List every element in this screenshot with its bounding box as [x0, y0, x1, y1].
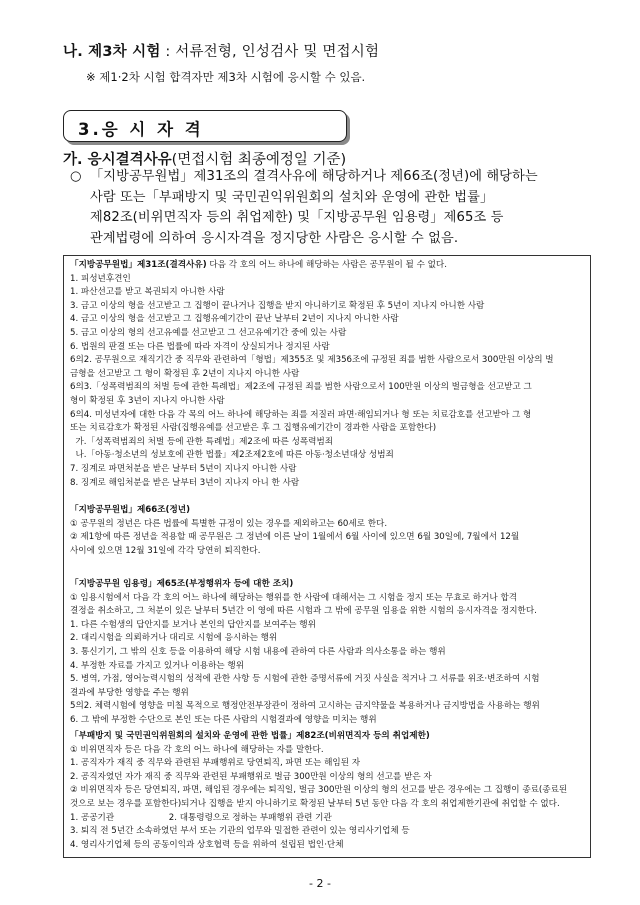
law-line: 3. 통신기기, 그 밖의 신호 등을 이용하여 해당 시험 내용에 관하여 다른 사람과 의사소통을 하는 행위: [70, 646, 446, 657]
law31-block: [70, 259, 584, 490]
law82-title: 「부패방지 및 국민권익위원회의 설치와 운영에 관한 법률」제82조(비위면직자 등의 취업제한): [70, 731, 430, 741]
section-ga-paragraph: [70, 167, 590, 249]
law-line: 6의2. 공무원으로 재직기간 중 직무와 관련하여「형법」제355조 및 제356조에 규정된 죄를 범한 사람으로서 300만원 이상의 벌: [70, 355, 554, 366]
law-line: ② 제1항에 따른 정년을 적용할 때 공무원은 그 정년에 이른 날이 1월에서 6월 사이에 있으면 6월 30일에, 7월에서 12월: [70, 532, 520, 543]
law-line: 사이에 있으면 12월 31일에 각각 당연히 퇴직한다.: [70, 545, 261, 556]
law-line: 또는 치료감호가 확정된 사람(집행유예를 선고받은 후 그 집행유예기간이 경과한 사람을 포함한다): [70, 423, 437, 434]
law-line: 1. 파산선고를 받고 복권되지 아니한 사람: [70, 287, 225, 298]
law-line: 3. 퇴직 전 5년간 소속하였던 부서 또는 기관의 업무와 밀접한 관련이 있는 영리사기업체 등: [70, 826, 410, 837]
section-na-text: : 서류전형, 인성검사 및 면접시험: [160, 44, 380, 60]
paragraph-line: 사람 또는「부패방지 및 국민권익위원회의 설치와 운영에 관한 법률」: [90, 189, 494, 205]
law-line: 4. 영리사기업체 등의 공동이익과 상호협력 등을 위하여 설립된 법인·단체: [70, 839, 344, 850]
law31-title: 「지방공무원법」제31조(결격사유): [70, 260, 207, 270]
law-line: 형이 확정된 후 3년이 지나지 아니한 사람: [70, 395, 225, 406]
law-line: 가.「성폭력범죄의 처벌 등에 관한 특례법」제2조에 따른 성폭력범죄: [70, 436, 334, 447]
page-number: - 2 -: [309, 877, 331, 890]
paragraph-line: 「지방공무원법」제31조의 결격사유에 해당하거나 제66조(정년)에 해당하는: [90, 169, 538, 184]
law-line: 5. 병역, 가점, 영어능력시험의 성적에 관한 사항 등 시험에 관한 증명서류에 거짓 사실을 적거나 그 서류를 위조·변조하여 시험: [70, 674, 540, 685]
law66-block: [70, 504, 584, 558]
section-ga-label: 가. 응시결격사유: [63, 152, 172, 168]
law-line: 4. 부정한 자료를 가지고 있거나 이용하는 행위: [70, 660, 245, 671]
law-line: 6의4. 미성년자에 대한 다음 각 목의 어느 하나에 해당하는 죄를 저질러 파면·해임되거나 형 또는 치료감호를 선고받아 그 형: [70, 409, 532, 420]
law31-title-rest: 다음 각 호의 어느 하나에 해당하는 사람은 공무원이 될 수 없다.: [206, 260, 447, 270]
law-line: 1. 다른 수험생의 답안지를 보거나 본인의 답안지를 보여주는 행위: [70, 619, 316, 630]
section3-title: 3.응 시 자 격: [78, 120, 204, 139]
law-line: 5. 금고 이상의 형의 선고유예를 선고받고 그 선고유예기간 중에 있는 사람: [70, 327, 347, 338]
law-line: ② 비위면직자 등은 당연퇴직, 파면, 해임된 경우에는 퇴직일, 벌금 300만원 이상의 형의 선고를 받은 경우에는 그 집행이 종료(종료된: [70, 785, 568, 796]
law-line: 1. 공직자가 재직 중 직무와 관련된 부패행위로 당연퇴직, 파면 또는 해임된 자: [70, 758, 361, 769]
law-line: 6. 법원의 판결 또는 다른 법률에 따라 자격이 상실되거나 정지된 사람: [70, 341, 330, 352]
section-ga-text: (면접시험 최종예정일 기준): [171, 152, 347, 168]
law-line: ① 공무원의 정년은 다른 법률에 특별한 규정이 있는 경우를 제외하고는 60세로 한다.: [70, 518, 388, 529]
law-line: 7. 징계로 파면처분을 받은 날부터 5년이 지나지 아니한 사람: [70, 463, 297, 474]
law-line: 것으로 보는 경우를 포함한다)되거나 집행을 받지 아니하기로 확정된 날부터 5년 동안 다음 각 호의 취업제한기관에 취업할 수 없다.: [70, 798, 560, 809]
law66-title: 「지방공무원법」제66조(정년): [70, 505, 191, 515]
law-line: ① 임용시험에서 다음 각 호의 어느 하나에 해당하는 행위를 한 사람에 대해서는 그 시험을 정지 또는 무효로 하거나 합격: [70, 592, 518, 603]
law-line: 8. 징계로 해임처분을 받은 날부터 3년이 지나지 아니 한 사람: [70, 477, 300, 488]
law-line: 5의2. 체력시험에 영향을 미칠 목적으로 행정안전부장관이 정하여 고시하는 금지약물을 복용하거나 금지방법을 사용하는 행위: [70, 701, 540, 712]
section-na-note: ※ 제1·2차 시험 합격자만 제3차 시험에 응시할 수 있음.: [86, 70, 366, 84]
law65-block: [70, 578, 584, 728]
law-line: 1. 피성년후견인: [70, 273, 131, 284]
law31-title-line: [70, 259, 584, 273]
law-line: 2. 대리시험을 의뢰하거나 대리로 시험에 응시하는 행위: [70, 633, 278, 644]
law-line: 2. 공직자였던 자가 재직 중 직무와 관련된 부패행위로 벌금 300만원 이상의 형의 선고를 받은 자: [70, 771, 432, 782]
law-line: ① 비위면직자 등은 다음 각 호의 어느 하나에 해당하는 자를 말한다.: [70, 744, 324, 755]
law-line: 3. 금고 이상의 형을 선고받고 그 집행이 끝나거나 집행을 받지 아니하기로 확정된 후 5년이 지나지 아니한 사람: [70, 300, 485, 311]
law-line: 금형을 선고받고 그 형이 확정된 후 2년이 지나지 아니한 사람: [70, 368, 300, 379]
law-line: 4. 금고 이상의 형을 선고받고 그 집행유예기간이 끝난 날부터 2년이 지나지 아니한 사람: [70, 314, 399, 325]
law-line: 1. 공공기관 2. 대통령령으로 정하는 부패행위 관련 기관: [70, 812, 332, 823]
section-na-heading: [63, 40, 379, 61]
section-na-label: 나. 제3차 시험: [63, 44, 161, 60]
law65-title: 「지방공무원 임용령」제65조(부정행위자 등에 대한 조치): [70, 579, 294, 589]
law-excerpt-box: [63, 255, 591, 858]
section-ga-heading: [63, 148, 346, 169]
paragraph-line: 제82조(비위면직자 등의 취업제한) 및「지방공무원 임용령」제65조 등: [90, 210, 504, 225]
bullet-icon: ○: [70, 169, 82, 184]
law-line: 6의3.「성폭력범죄의 처벌 등에 관한 특례법」제2조에 규정된 죄를 범한 사람으로서 100만원 이상의 벌금형을 선고받고 그: [70, 382, 532, 393]
law82-block: [70, 730, 584, 852]
law-line: 나.「아동·청소년의 성보호에 관한 법률」제2조제2호에 따른 아동·청소년대상 성범죄: [70, 450, 394, 461]
section3-title-box: [63, 110, 347, 142]
law-line: 결과에 부당한 영향을 주는 행위: [70, 687, 189, 698]
law-line: 결정을 취소하고, 그 처분이 있은 날부터 5년간 이 영에 따른 시험과 그 밖에 공무원 임용을 위한 시험의 응시자격을 정지한다.: [70, 606, 537, 617]
law-line: 6. 그 밖에 부정한 수단으로 본인 또는 다른 사람의 시험결과에 영향을 미치는 행위: [70, 714, 377, 725]
paragraph-line: 관계법령에 의하여 응시자격을 정지당한 사람은 응시할 수 없음.: [90, 230, 459, 246]
